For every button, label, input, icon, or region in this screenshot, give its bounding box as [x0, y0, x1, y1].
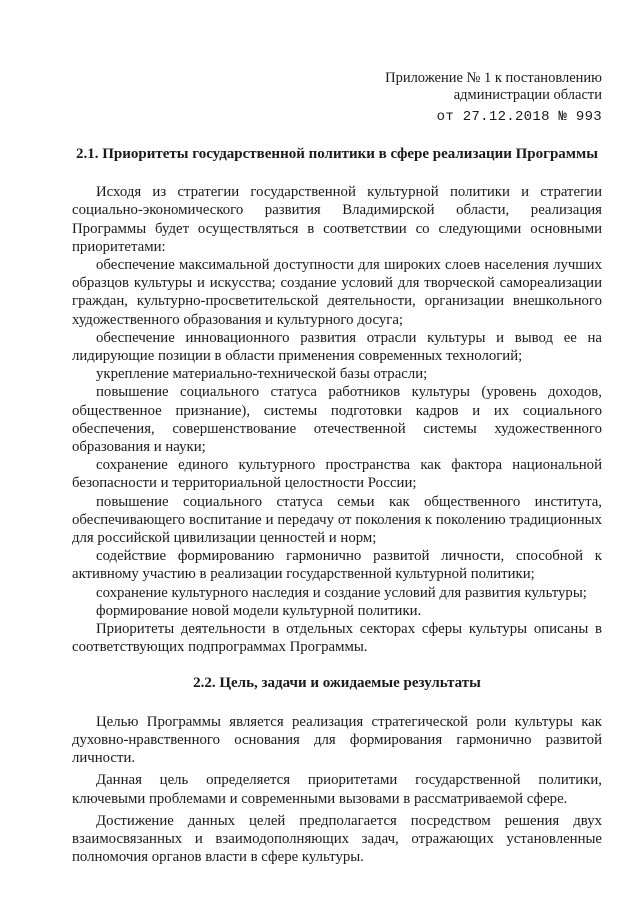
appendix-line-2: администрации области	[453, 87, 602, 103]
paragraph-intro: Исходя из стратегии государственной культурной политики и стратегии социально-экономического развития Владимирской области, реализация Программы будет осуществляться в соответствии со следующими основными приоритетами:	[72, 184, 602, 255]
priority-item: сохранение культурного наследия и создание условий для развития культуры;	[96, 584, 587, 601]
priority-item: укрепление материально-технической базы отрасли;	[96, 366, 428, 383]
priority-item: формирование новой модели культурной политики.	[96, 602, 422, 619]
priority-item: повышение социального статуса семьи как общественного института, обеспечивающего воспитание и передачу от поколения к поколению традиционных для российской цивилизации ценностей и норм;	[72, 493, 602, 547]
document-body	[72, 145, 602, 866]
priority-item: обеспечение инновационного развития отрасли культуры и вывод ее на лидирующие позиции в области применения современных технологий;	[72, 329, 602, 365]
section-title-2-2: 2.2. Цель, задачи и ожидаемые результаты	[193, 675, 481, 692]
appendix-header	[385, 70, 602, 126]
priority-item: обеспечение максимальной доступности для широких слоев населения лучших образцов культуры и искусства; создание условий для творческой самореализации граждан, культурно-просветительской деятельности, организации внешкольного художественного образования и культурного досуга;	[72, 257, 602, 328]
appendix-line-1: Приложение № 1 к постановлению	[385, 70, 602, 86]
appendix-date-number: от 27.12.2018 № 993	[436, 109, 602, 125]
paragraph-goal: Целью Программы является реализация стратегической роли культуры как духовно-нравственного основания для формирования гармонично развитой личности.	[72, 713, 602, 767]
priority-item: повышение социального статуса работников культуры (уровень доходов, общественное признание), системы подготовки кадров и их социального обеспечения, совершенствование отечественной системы художественного образования и науки;	[72, 384, 602, 456]
paragraph-goal-definition: Данная цель определяется приоритетами государственной политики, ключевыми проблемами и современными вызовами в рассматриваемой сфере.	[72, 772, 602, 807]
section-title-2-1: 2.1. Приоритеты государственной политики в сфере реализации Программы	[76, 146, 598, 162]
priority-item: содействие формированию гармонично развитой личности, способной к активному участию в реализации государственной культурной политики;	[72, 548, 602, 583]
priority-item: сохранение единого культурного пространства как фактора национальной безопасности и территориальной целостности России;	[72, 457, 602, 492]
paragraph-subprograms: Приоритеты деятельности в отдельных секторах сферы культуры описаны в соответствующих подпрограммах Программы.	[72, 621, 602, 656]
paragraph-goal-achievement: Достижение данных целей предполагается посредством решения двух взаимосвязанных и взаимодополняющих задач, отражающих установленные полномочия органов власти в сфере культуры.	[72, 812, 602, 866]
